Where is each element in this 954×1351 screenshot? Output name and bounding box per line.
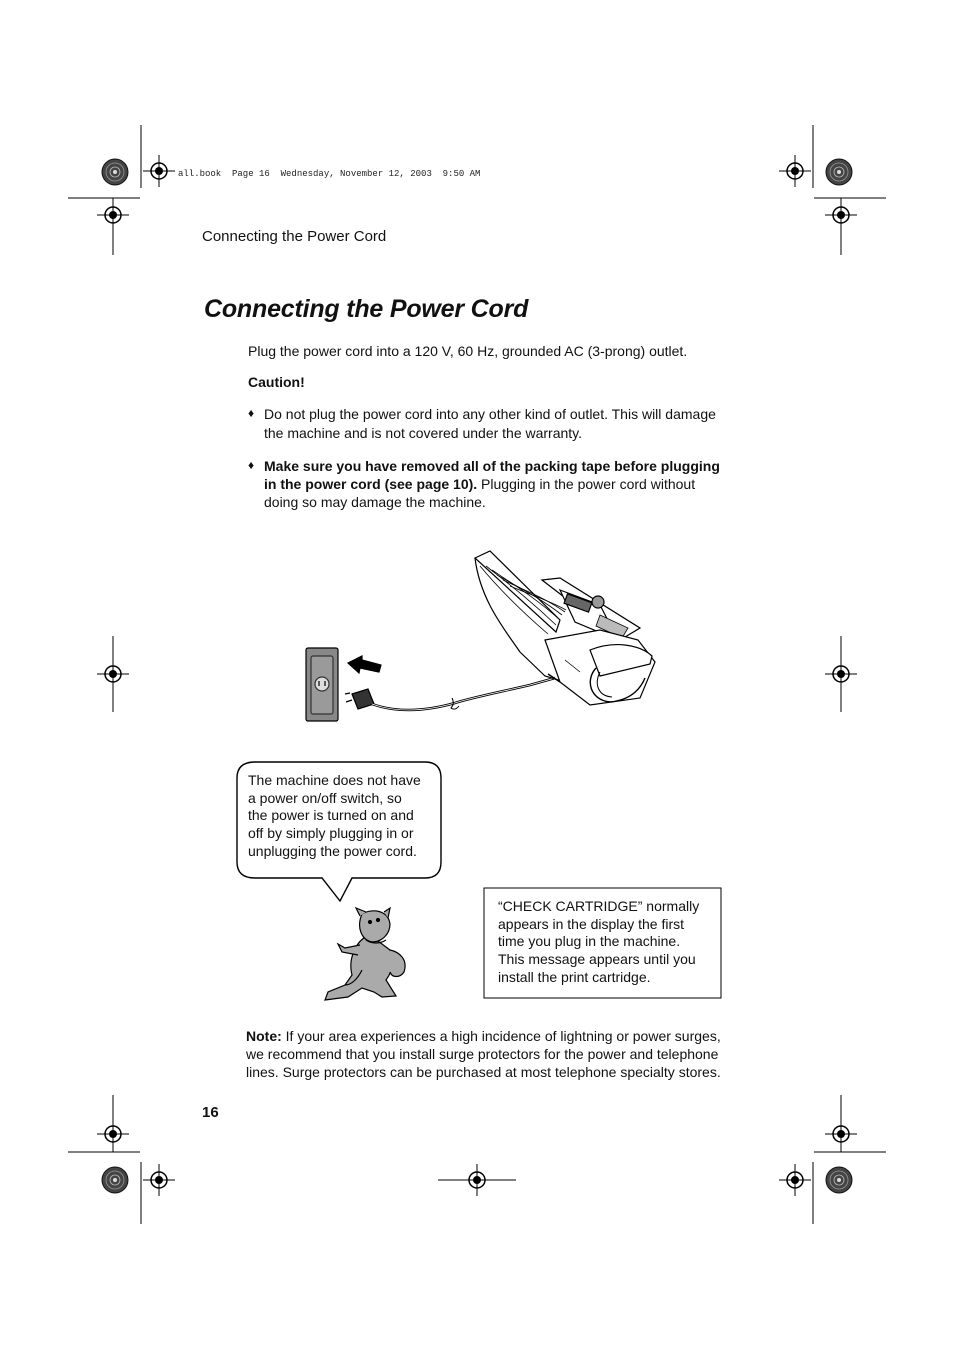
note-line-2: we recommend that you install surge protectors for the power and telephone [246,1046,719,1062]
speech-bubble-line: the power is turned on and [248,807,414,824]
speech-bubble-line: a power on/off switch, so [248,789,402,806]
bullet-1-line-2: the machine and is not covered under the warranty. [264,425,583,441]
power-plug [345,689,374,709]
fax-machine [475,551,655,705]
intro-paragraph: Plug the power cord into a 120 V, 60 Hz, grounded AC (3-prong) outlet. [248,343,688,359]
note-line-3: lines. Surge protectors can be purchased at most telephone specialty stores. [246,1064,721,1080]
wall-outlet [306,648,338,721]
speech-bubble-line: unplugging the power cord. [248,842,417,859]
dog-mascot-illustration [325,908,405,1000]
page-title: Connecting the Power Cord [204,295,529,323]
bullet-1-line-1: Do not plug the power cord into any other kind of outlet. This will damage [264,406,716,422]
book-info-header: all.book Page 16 Wednesday, November 12, 2003 9:50 AM [178,169,481,179]
speech-bubble-line: off by simply plugging in or [248,825,414,842]
note-line-1 [246,1027,721,1046]
info-box-text [498,898,699,987]
bullet-2-line-3: doing so may damage the machine. [264,494,486,510]
bullet-diamond-icon: ♦ [248,458,255,472]
bullet-diamond-icon: ♦ [248,406,255,420]
power-cord [372,678,555,710]
caution-label: Caution! [248,374,305,390]
bullet-2-line-2 [264,475,695,494]
note-line-1-text: If your area experiences a high incidence of lightning or power surges, [281,1028,721,1044]
info-box-line: “CHECK CARTRIDGE” normally [498,898,700,914]
info-box-line: appears in the display the first [498,915,684,932]
speech-bubble-line: The machine does not have [248,772,421,788]
info-box-line: install the print cartridge. [498,968,651,985]
bullet-2-line-2-rest: Plugging in the power cord without [477,476,696,492]
page-number: 16 [202,1104,219,1121]
bullet-2-emphasis: in the power cord (see page 10). [264,476,478,492]
power-cord-illustration [306,551,655,721]
note-label: Note: [246,1028,282,1044]
speech-bubble-text [248,772,421,861]
bullet-2-line-1: Make sure you have removed all of the packing tape before plugging [264,458,720,474]
info-box-line: This message appears until you [498,951,696,968]
plug-in-arrow [348,656,381,673]
running-head: Connecting the Power Cord [202,228,387,245]
info-box-line: time you plug in the machine. [498,933,681,950]
